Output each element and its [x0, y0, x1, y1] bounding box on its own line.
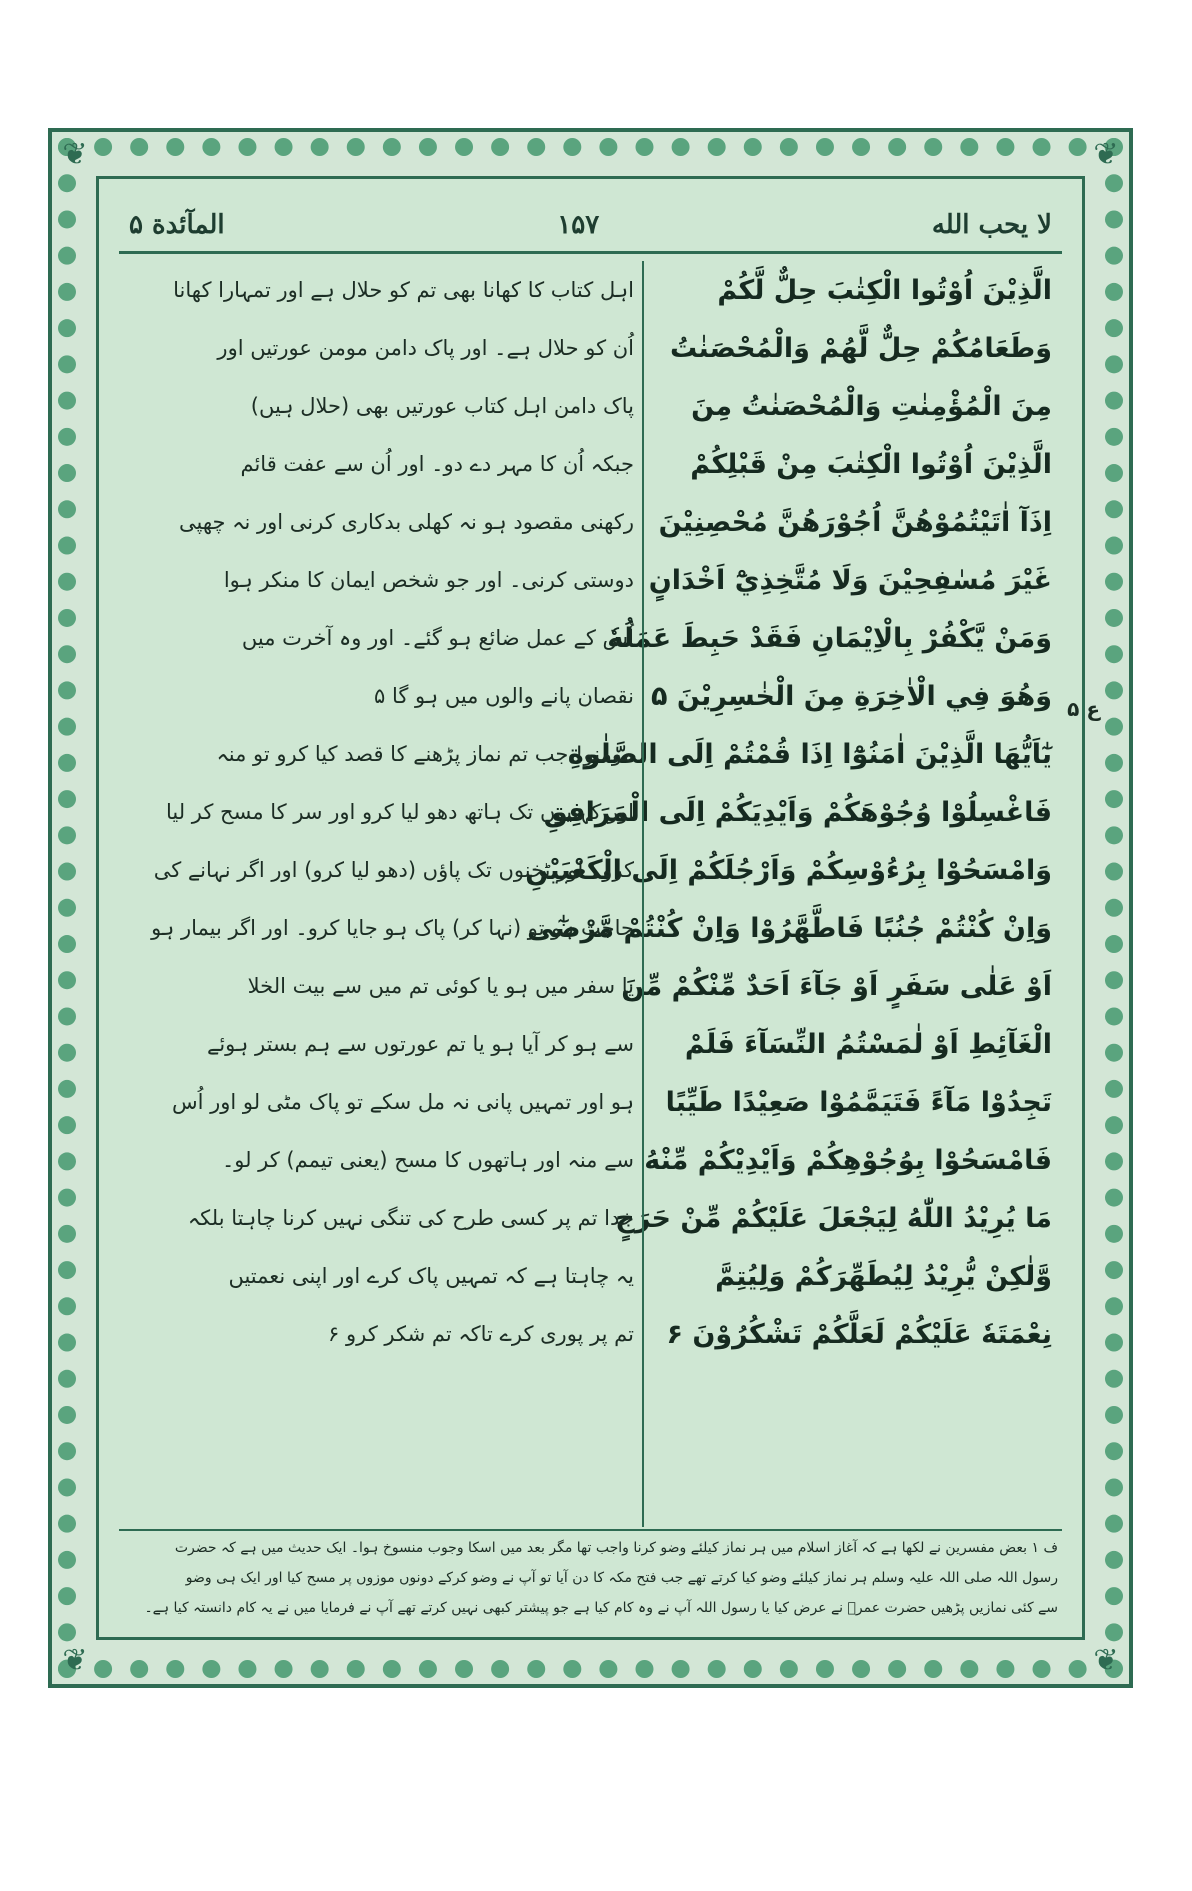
urdu-translation-line: رکھنی مقصود ہو نہ کھلی بدکاری کرنی اور نہ چھپی [179, 510, 634, 534]
urdu-translation-line: ہو اور تمہیں پانی نہ مل سکے تو پاک مٹی لو اور اُس [171, 1090, 634, 1114]
arabic-verse-line: مِنَ الْمُؤْمِنٰتِ وَالْمُحْصَنٰتُ مِنَ [691, 390, 1052, 422]
arabic-verse-line: اَوْ عَلٰى سَفَرٍ اَوْ جَآءَ اَحَدٌ مِّنْكُمْ مِّنَ [621, 970, 1052, 1002]
footnote-line: ف ۱ بعض مفسرین نے لکھا ہے کہ آغاز اسلام میں ہر نماز کیلئے وضو کرنا واجب تھا مگر بعد میں اسکا وجوب منسوخ ہوا۔ ایک حدیث میں ہے کہ حضرت [174, 1540, 1058, 1556]
urdu-translation-line: خدا تم پر کسی طرح کی تنگی نہیں کرنا چاہتا بلکہ [187, 1206, 634, 1230]
page-number: ۱۵۷ [557, 210, 600, 240]
surah-title: المآئدة ۵ [129, 210, 225, 240]
arabic-verse-line: مَا يُرِيْدُ اللّٰهُ لِيَجْعَلَ عَلَيْكُمْ مِّنْ حَرَجٍ [615, 1202, 1052, 1234]
arabic-verse-line: وَاِنْ كُنْتُمْ جُنُبًا فَاطَّهَّرُوْا وَاِنْ كُنْتُمْ مَّرْضٰٓى [527, 912, 1052, 944]
ruku-marker: ع ۵ [1067, 697, 1100, 721]
arabic-verse-line: وَهُوَ فِي الْاٰخِرَةِ مِنَ الْخٰسِرِيْنَ ۵ [650, 680, 1052, 712]
arabic-verse-line: الَّذِيْنَ اُوْتُوا الْكِتٰبَ مِنْ قَبْلِكُمْ [690, 448, 1052, 480]
urdu-translation-line: یہ چاہتا ہے کہ تمہیں پاک کرے اور اپنی نعمتیں [228, 1264, 634, 1288]
urdu-translation-line: حاجت ہو تو (نہا کر) پاک ہو جایا کرو۔ اور اگر بیمار ہو [151, 916, 634, 940]
arabic-verse-line: نِعْمَتَهٗ عَلَيْكُمْ لَعَلَّكُمْ تَشْكُرُوْنَ ۶ [666, 1318, 1052, 1350]
arabic-verse-line: يٰٓاَيُّهَا الَّذِيْنَ اٰمَنُوْٓا اِذَا قُمْتُمْ اِلَى الصَّلٰوةِ [567, 738, 1052, 770]
footnote-line: رسول اللہ صلی اللہ علیہ وسلم ہر نماز کیلئے وضو کیا کرتے تھے جب فتح مکہ کا دن آیا تو آپ نے وضو کرکے دونوں موزوں پر مسح کیا اور ایک ہی وضو [185, 1570, 1058, 1586]
corner-ornament-icon: ❦ [62, 137, 88, 172]
urdu-translation-line: کرو۔ اور ٹخنوں تک پاؤں (دھو لیا کرو) اور اگر نہانے کی [153, 858, 634, 882]
arabic-verse-line: الَّذِيْنَ اُوْتُوا الْكِتٰبَ حِلٌّ لَّكُمْ [717, 274, 1052, 306]
urdu-translation-line: اہل کتاب کا کھانا بھی تم کو حلال ہے اور تمہارا کھانا [173, 278, 634, 302]
urdu-translation-line: مومنو! جب تم نماز پڑھنے کا قصد کیا کرو تو منہ [216, 742, 634, 766]
page-header [129, 205, 1052, 245]
footnote [123, 1533, 1058, 1625]
corner-ornament-icon: ❦ [1093, 137, 1119, 172]
urdu-translation-line: جبکہ اُن کا مہر دے دو۔ اور اُن سے عفت قائم [240, 452, 634, 476]
juz-title: لا يحب الله [931, 210, 1052, 240]
arabic-verse-line: وَامْسَحُوْا بِرُءُوْسِكُمْ وَاَرْجُلَكُمْ اِلَى الْكَعْبَيْنِ [525, 854, 1052, 886]
arabic-verse-line: غَيْرَ مُسٰفِحِيْنَ وَلَا مُتَّخِذِيْٓ اَخْدَانٍ [648, 564, 1052, 596]
header-rule [119, 251, 1062, 254]
urdu-translation-line: اُن کو حلال ہے۔ اور پاک دامن مومن عورتیں اور [217, 336, 634, 360]
arabic-column [525, 261, 1062, 1527]
text-columns [119, 261, 1062, 1527]
arabic-verse-line: وَطَعَامُكُمْ حِلٌّ لَّهُمْ وَالْمُحْصَنٰتُ [669, 332, 1052, 364]
urdu-translation-line: اور کہنیوں تک ہاتھ دھو لیا کرو اور سر کا مسح کر لیا [165, 800, 634, 824]
page-frame [48, 128, 1133, 1688]
arabic-verse-line: وَمَنْ يَّكْفُرْ بِالْاِيْمَانِ فَقَدْ حَبِطَ عَمَلُهٗ [607, 622, 1052, 654]
arabic-verse-line: اِذَآ اٰتَيْتُمُوْهُنَّ اُجُوْرَهُنَّ مُحْصِنِيْنَ [658, 506, 1052, 538]
urdu-translation-line: پاک دامن اہل کتاب عورتیں بھی (حلال ہیں) [250, 394, 634, 418]
footnote-line: سے کئی نمازیں پڑھیں حضرت عمرؓ نے عرض کیا یا رسول اللہ آپ نے وہ کام کیا ہے جو پیشتر کبھی نہیں کرتے تھے آپ نے فرمایا میں نے یہ کام دانستہ کیا ہے۔ [144, 1600, 1058, 1616]
urdu-translation-line: نقصان پانے والوں میں ہو گا ۵ [374, 684, 634, 708]
urdu-translation-line: دوستی کرنی۔ اور جو شخص ایمان کا منکر ہوا [223, 568, 634, 592]
arabic-verse-line: الْغَآئِطِ اَوْ لٰمَسْتُمُ النِّسَآءَ فَلَمْ [684, 1028, 1052, 1060]
text-panel [96, 176, 1100, 1640]
footnote-rule [119, 1529, 1062, 1531]
arabic-verse-line: وَّلٰكِنْ يُّرِيْدُ لِيُطَهِّرَكُمْ وَلِيُتِمَّ [715, 1260, 1052, 1292]
urdu-translation-line: سے منہ اور ہاتھوں کا مسح (یعنی تیمم) کر لو۔ [221, 1148, 634, 1172]
urdu-translation-line: یا سفر میں ہو یا کوئی تم میں سے بیت الخلا [247, 974, 634, 998]
corner-ornament-icon: ❦ [62, 1643, 88, 1678]
urdu-translation-column [119, 261, 634, 1527]
urdu-translation-line: اُس کے عمل ضائع ہو گئے۔ اور وہ آخرت میں [241, 626, 634, 650]
arabic-verse-line: فَامْسَحُوْا بِوُجُوْهِكُمْ وَاَيْدِيْكُمْ مِّنْهُ [644, 1144, 1052, 1176]
corner-ornament-icon: ❦ [1093, 1643, 1119, 1678]
urdu-translation-line: تم پر پوری کرے تاکہ تم شکر کرو ۶ [328, 1322, 634, 1346]
column-divider [642, 261, 644, 1527]
urdu-translation-line: سے ہو کر آیا ہو یا تم عورتوں سے ہم بستر ہوئے [207, 1032, 634, 1056]
arabic-verse-line: فَاغْسِلُوْا وُجُوْهَكُمْ وَاَيْدِيَكُمْ اِلَى الْمَرَافِقِ [543, 796, 1052, 828]
arabic-verse-line: تَجِدُوْا مَآءً فَتَيَمَّمُوْا صَعِيْدًا طَيِّبًا [665, 1086, 1052, 1118]
